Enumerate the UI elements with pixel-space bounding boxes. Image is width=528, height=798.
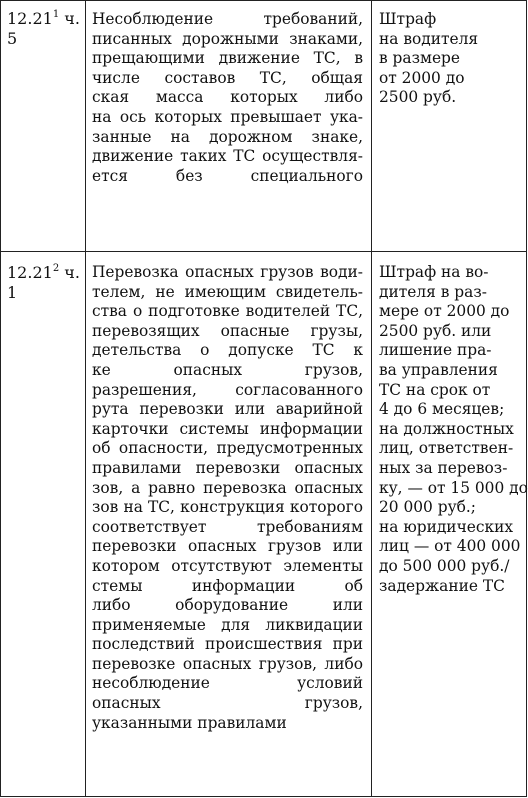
penalty-line: Штраф — [379, 10, 437, 28]
description-line: Перевозка опасных грузов води- — [92, 263, 363, 281]
penalty-line: 20 000 руб.; — [379, 498, 476, 517]
description-line: ке опасных грузов, — [92, 360, 363, 379]
description-line: Несоблюдение требований, — [92, 10, 363, 28]
penalty-line: ва управления — [379, 360, 498, 379]
description-line: несоблюдение условий — [92, 674, 363, 693]
description-line: на ось которых превышает ука- — [92, 107, 363, 126]
description-line: занные на дорожном знаке, — [92, 127, 363, 146]
description-line: опасных грузов, — [92, 694, 363, 713]
description-line: детельства о допуске ТС к — [92, 341, 363, 360]
column-divider — [371, 1, 372, 796]
penalty-line: ку, — от 15 000 до — [379, 478, 528, 497]
description-line: числе составов ТС, общая — [92, 68, 363, 87]
penalty-text — [379, 10, 525, 108]
description-line: указанными правилами — [92, 713, 287, 732]
article-part: ч. 1 — [7, 263, 80, 302]
article-part: ч. 5 — [7, 9, 80, 48]
description-line: карточки системы информации — [92, 419, 363, 438]
description-line: телем, не имеющим свидетель- — [92, 282, 363, 301]
penalty-line: задержание ТС — [379, 576, 505, 595]
description-line: зов на ТС, конструкция которого — [92, 498, 363, 517]
description-line: либо оборудование или — [92, 596, 363, 615]
description-line: последствий происшествия при — [92, 635, 363, 654]
description-line: разрешения, согласованного — [92, 380, 363, 399]
description-line: рута перевозки или аварийной — [92, 400, 363, 419]
description-line: писанных дорожными знаками, — [92, 29, 363, 48]
description-line: перевозки опасных грузов или — [92, 537, 363, 556]
description-line: об опасности, предусмотренных — [92, 439, 363, 458]
violation-description — [92, 10, 363, 186]
violation-description — [92, 263, 363, 733]
penalty-line: ных за перевоз- — [379, 458, 508, 477]
description-line: прещающими движение ТС, в — [92, 49, 363, 68]
article-number — [7, 9, 85, 49]
article-superscript: 2 — [52, 263, 60, 274]
penalty-line: 2500 руб. — [379, 88, 457, 107]
penalty-line: 2500 руб. или — [379, 321, 492, 340]
description-line: соответствует требованиям — [92, 517, 363, 536]
penalty-line: дителя в раз- — [379, 282, 487, 301]
description-line: движение таких ТС осуществля- — [92, 147, 363, 166]
penalty-line: лиц, ответствен- — [379, 439, 514, 458]
article-main: 12.21 — [7, 9, 53, 28]
penalty-line: в размере — [379, 49, 461, 68]
penalty-line: ТС на срок от — [379, 380, 491, 399]
article-superscript: 1 — [52, 9, 60, 20]
penalty-line: на должностных — [379, 419, 514, 438]
penalty-line: до 500 000 руб./ — [379, 556, 510, 575]
description-line: котором отсутствуют элементы — [92, 556, 363, 575]
penalty-line: 4 до 6 месяцев; — [379, 400, 505, 419]
penalty-line: от 2000 до — [379, 68, 465, 87]
penalty-line: лиц — от 400 000 — [379, 537, 521, 556]
description-line: ства о подготовке водителей ТС, — [92, 302, 363, 321]
description-line: применяемые для ликвидации — [92, 615, 363, 634]
penalty-line: лишение пра- — [379, 341, 492, 360]
description-line: стемы информации об — [92, 576, 363, 595]
description-line: ская масса которых либо — [92, 88, 363, 107]
row-divider — [1, 251, 526, 252]
description-line: ется без специального — [92, 166, 363, 185]
article-main: 12.21 — [7, 263, 53, 282]
column-divider — [85, 1, 86, 796]
description-line: правилами перевозки опасных — [92, 458, 363, 477]
description-line: зов, а равно перевозка опасных — [92, 478, 363, 497]
penalty-line: мере от 2000 до — [379, 302, 510, 321]
penalty-line: Штраф на во- — [379, 263, 489, 281]
penalty-line: на водителя — [379, 29, 479, 48]
description-line: перевозящих опасные грузы, — [92, 321, 363, 340]
penalty-text — [379, 263, 528, 596]
penalty-line: на юридических — [379, 517, 514, 536]
description-line: перевозке опасных грузов, либо — [92, 654, 363, 673]
article-number — [7, 263, 85, 303]
